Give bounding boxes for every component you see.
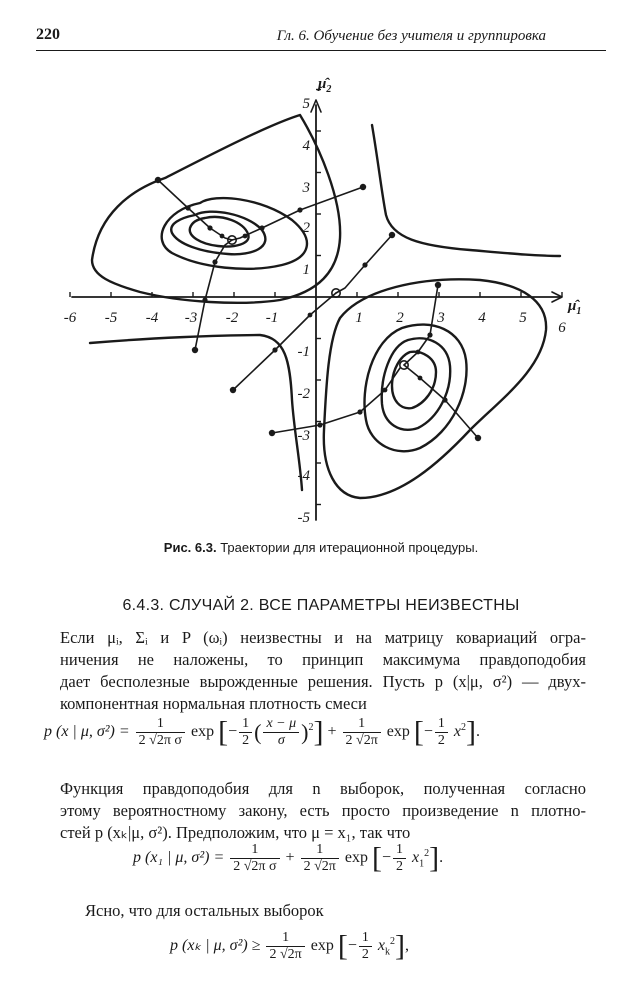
y-tick-label: 4 bbox=[302, 138, 310, 154]
x-tick-label: 5 bbox=[519, 310, 527, 326]
paragraph-1 bbox=[60, 627, 586, 715]
y-tick-label: -2 bbox=[297, 386, 310, 402]
text-line: компонентная нормальная плотность смеси bbox=[60, 694, 367, 713]
text-line: Ясно, что для остальных выборок bbox=[85, 901, 324, 920]
text-line: Если μᵢ, Σᵢ и P (ωᵢ) неизвестны и на матрицу ковариаций огра- bbox=[60, 628, 586, 647]
caption-text: Траектории для итерационной процедуры. bbox=[220, 540, 479, 555]
figure-caption bbox=[0, 540, 642, 555]
x-tick-label: 6 bbox=[558, 320, 566, 336]
paragraph-2 bbox=[60, 778, 586, 844]
text-line: дает бесполезные вырожденные решения. Пусть p (x|μ, σ²) — двух- bbox=[60, 672, 586, 691]
y-tick-label: 1 bbox=[302, 262, 310, 278]
trajectory-3 bbox=[195, 240, 232, 350]
boundary-lower-left bbox=[90, 335, 302, 490]
x-tick-label: -5 bbox=[104, 310, 118, 326]
caption-label: Рис. 6.3. bbox=[163, 540, 217, 555]
x-tick-label: 1 bbox=[355, 310, 363, 326]
paragraph-3 bbox=[85, 900, 611, 922]
text-line: ничения не наложены, то принцип максимума правдоподобия bbox=[60, 650, 586, 669]
x-axis-label: $\mû_1$ bbox=[568, 298, 582, 317]
y-tick-label: 5 bbox=[302, 96, 310, 112]
y-axis-label: $\mû_2$ bbox=[318, 76, 332, 95]
x-tick-label: 3 bbox=[437, 310, 445, 326]
equation-1: p (x | μ, σ²) = $\frac{1}{\text{2 √2π σ}}$ exp [− $\frac{1}{2}$ ( $\frac{x - \mu}{\sigma}$ )$^2$] + $\frac{1}{2 √2\pi}$ exp [− $\frac{1}{2}$ $x^2$]. bbox=[44, 715, 481, 749]
page-header bbox=[36, 26, 606, 51]
x-tick-labels bbox=[64, 310, 567, 336]
y-tick-label: 2 bbox=[302, 220, 310, 236]
x-tick-label: -6 bbox=[63, 310, 77, 326]
x-tick-label: 2 bbox=[396, 310, 404, 326]
trajectory-1 bbox=[158, 180, 232, 240]
text-line: этому вероятностному закону, есть просто произведение n плотно- bbox=[60, 801, 586, 820]
contour-lower-right-3 bbox=[392, 352, 436, 409]
x-tick-label: 4 bbox=[478, 310, 486, 326]
contour-upper-left-3 bbox=[190, 217, 249, 247]
boundary-upper-right bbox=[372, 125, 560, 256]
y-tick-label: -3 bbox=[297, 428, 310, 444]
x-tick-label: -4 bbox=[145, 310, 159, 326]
x-tick-label: -3 bbox=[184, 310, 198, 326]
running-title: Гл. 6. Обучение без учителя и группировка bbox=[276, 28, 546, 44]
x-tick-label: -1 bbox=[265, 310, 279, 326]
text-line: Функция правдоподобия для n выборок, полученная согласно bbox=[60, 779, 586, 798]
trajectory-figure bbox=[0, 60, 642, 530]
y-tick-label: -1 bbox=[297, 344, 310, 360]
x-tick-label: -2 bbox=[225, 310, 239, 326]
trajectory-2 bbox=[232, 187, 363, 240]
y-tick-label: -5 bbox=[297, 510, 310, 526]
section-title: 6.4.3. СЛУЧАЙ 2. ВСЕ ПАРАМЕТРЫ НЕИЗВЕСТНЫ bbox=[122, 597, 520, 614]
equation-3: p (xₖ | μ, σ²) ≥ $\frac{1}{2 √2\pi}$ exp [− $\frac{1}{2}$ $x_k^2$], bbox=[170, 929, 409, 963]
equation-2: p (x₁ | μ, σ²) = $\frac{1}{\text{2 √2π σ}}$ + $\frac{1}{2 √2\pi}$ exp [− $\frac{1}{2}$ $x_1^2$]. bbox=[133, 841, 444, 875]
contour-lower-right-1 bbox=[365, 325, 467, 452]
page-number: 220 bbox=[36, 26, 60, 43]
y-tick-label: -4 bbox=[297, 468, 310, 484]
trajectory-4 bbox=[233, 293, 336, 390]
contour-upper-left-1 bbox=[162, 198, 307, 269]
text-line: стей p (xₖ|μ, σ²). Предположим, что μ = x₁, так что bbox=[60, 823, 411, 842]
y-tick-label: 3 bbox=[302, 180, 310, 196]
